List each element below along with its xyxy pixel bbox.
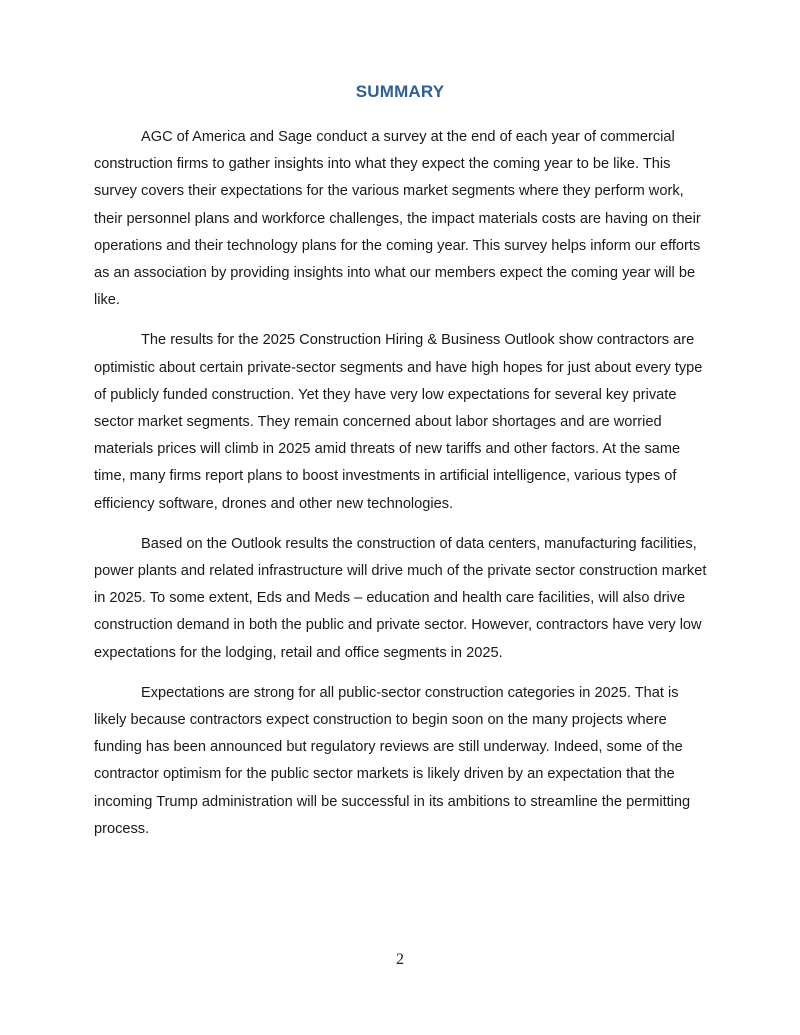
page-title: SUMMARY [355, 82, 445, 101]
paragraph-private-sector: Based on the Outlook results the construction of data centers, manufacturing facilities, power plants and related infrastructure will drive much of the private sector construction market in 2025. To some extent, Eds and Meds – education and health care facilities, will also drive construction demand in both the public and private sector. However, contractors have very low expectations for the lodging, retail and office segments in 2025. [94, 535, 707, 661]
paragraph-survey-overview: AGC of America and Sage conduct a survey at the end of each year of commercial construction firms to gather insights into what they expect the coming year to be like. This survey covers their expectations for the various market segments where they perform work, their personnel plans and workforce challenges, the impact materials costs are having on their operations and their technology plans for the coming year. This survey helps inform our efforts as an association by providing insights into what our members expect the coming year will be like. [94, 129, 701, 309]
paragraph-outlook-results: The results for the 2025 Construction Hiring & Business Outlook show contractors are optimistic about certain private-sector segments and have high hopes for just about every type of publicly funded construction. Yet they have very low expectations for several key private sector market segments. They remain concerned about labor shortages and are worried materials prices will climb in 2025 amid threats of new tariffs and other factors. At the same time, many firms report plans to boost investments in artificial intelligence, various types of efficiency software, drones and other new technologies. [94, 332, 703, 512]
paragraph-public-sector: Expectations are strong for all public-sector construction categories in 2025. That is likely because contractors expect construction to begin soon on the many projects where funding has been announced but regulatory reviews are still underway. Indeed, some of the contractor optimism for the public sector markets is likely driven by an expectation that the incoming Trump administration will be successful in its ambitions to streamline the permitting process. [94, 684, 691, 837]
summary-body [94, 124, 714, 856]
page-number: 2 [396, 951, 404, 968]
